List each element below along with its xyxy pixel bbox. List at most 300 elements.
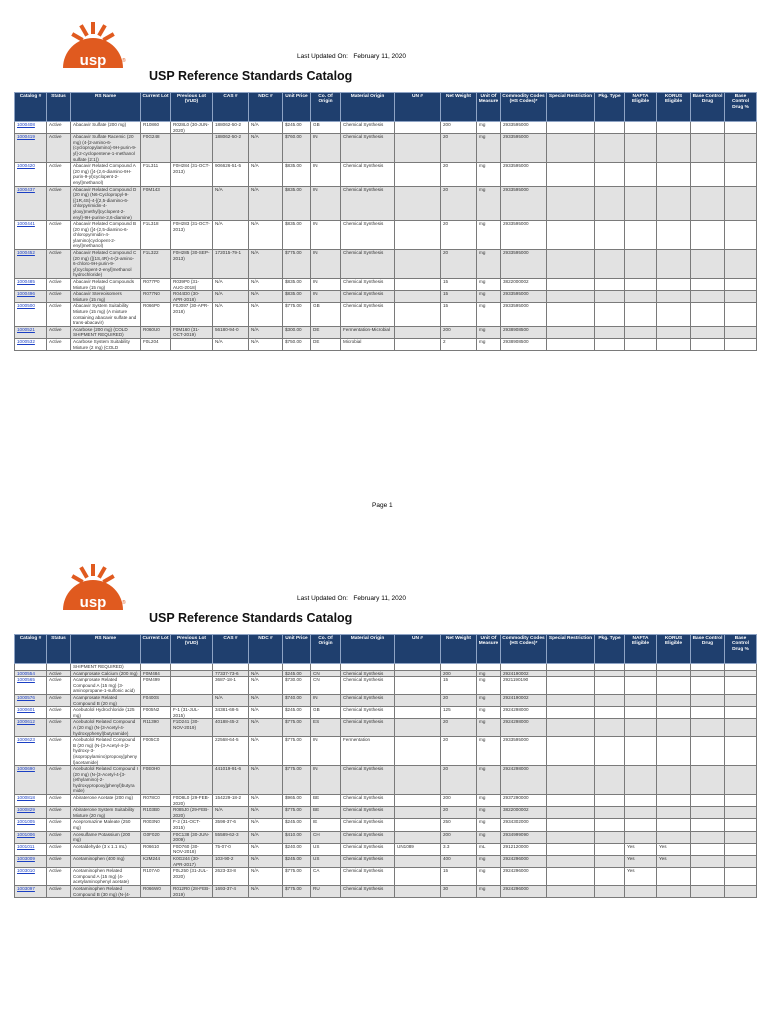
table-cell: F0E0H0 [141,766,171,795]
table-cell: R078C0 [141,795,171,807]
table-cell: Chemical Synthesis [341,831,395,843]
table-cell: 30 [441,885,477,897]
table-cell: Abacavir Related Compound B (20 mg) ([4-(2,5-diamino-6-chloropyrimidin-4-ylamino)cyclopent-2-enyl]methanol) [71,221,141,250]
table-cell: mg [477,819,501,831]
table-cell: mg [477,856,501,868]
table-cell: 200 [441,122,477,134]
table-cell: 125 [441,707,477,719]
table-cell: Abacavir Stereoisomers Mixture (15 mg) [71,291,141,303]
table-cell: 20 [441,737,477,766]
table-cell: $240.00 [283,843,311,855]
last-updated: Last Updated On: February 11, 2020 [297,53,407,60]
table-cell [657,868,691,886]
table-cell: F0J097 (30-APR-2018) [171,303,213,326]
table-cell: mg [477,807,501,819]
table-cell: Acetaminophen (400 mg) [71,856,141,868]
table-cell [657,163,691,186]
column-header: Unit Of Measure [477,635,501,664]
table-cell: 2924296000 [501,885,547,897]
table-cell: 20 [441,250,477,279]
table-cell: Active [47,795,71,807]
catalog-number-link[interactable]: 1001011 [15,843,47,855]
table-cell: Acepromazine Maleate (250 mg) [71,819,141,831]
catalog-number-link[interactable]: 1000612 [15,719,47,737]
catalog-number-link[interactable]: 1003009 [15,856,47,868]
table-cell [725,677,757,695]
table-cell: N/A [249,326,283,338]
table-cell: $835.00 [283,221,311,250]
table-cell: Chemical Synthesis [341,250,395,279]
table-cell: 15 [441,868,477,886]
table-cell: Chemical Synthesis [341,122,395,134]
catalog-number-link[interactable]: 1001006 [15,831,47,843]
column-header: NDC # [249,93,283,122]
table-cell [725,719,757,737]
table-cell: Abiraterone System Suitability Mixture (20 mg) [71,807,141,819]
table-row [15,250,757,279]
svg-text:usp: usp [79,594,107,610]
table-cell: F005N2 [141,707,171,719]
table-cell: 55589-62-3 [213,831,249,843]
table-cell [595,856,625,868]
table-cell: Yes [625,868,657,886]
table-cell: 2933595000 [501,303,547,326]
column-header: Special Restriction [547,93,595,122]
table-cell: Acarbose (200 mg) (COLD SHIPMENT REQUIRED) [71,326,141,338]
table-cell [657,831,691,843]
table-row [15,670,757,677]
table-cell: 400 [441,856,477,868]
table-cell [657,250,691,279]
table-cell: mg [477,885,501,897]
table-cell [725,707,757,719]
table-cell: F-2 (31-OCT-2015) [171,819,213,831]
table-cell: Active [47,163,71,186]
table-cell: 20 [441,766,477,795]
table-cell: Yes [625,843,657,855]
table-cell: 34381-68-5 [213,707,249,719]
table-cell [547,326,595,338]
table-cell [395,831,441,843]
table-cell: $965.00 [283,795,311,807]
table-cell: 1693-37-4 [213,885,249,897]
table-cell: Chemical Synthesis [341,707,395,719]
column-header: CAS # [213,635,249,664]
table-cell: 2912120000 [501,843,547,855]
table-cell [725,766,757,795]
table-cell: Acamprosate Related Compound A (15 mg) (3-aminopropane-1-sulfonic acid) [71,677,141,695]
table-cell [657,885,691,897]
table-row [15,291,757,303]
column-header: Catalog # [15,93,47,122]
catalog-number-link[interactable]: 1000565 [15,677,47,695]
table-cell [725,843,757,855]
table-cell: F005C0 [141,737,171,766]
table-header [15,93,757,122]
table-cell: 75-07-0 [213,843,249,855]
table-cell: mg [477,303,501,326]
catalog-number-link[interactable]: 1003097 [15,885,47,897]
table-cell: Active [47,291,71,303]
table-cell: F0C138 (30-JUN-2009) [171,831,213,843]
catalog-number-link[interactable]: 1000623 [15,737,47,766]
table-cell [691,670,725,677]
column-header: Base Control Drug [691,635,725,664]
table-cell: Chemical Synthesis [341,291,395,303]
column-header: Unit Price [283,93,311,122]
catalog-number-link[interactable]: 1000521 [15,326,47,338]
table-cell: N/A [249,719,283,737]
table-cell: 200 [441,831,477,843]
table-cell: N/A [249,868,283,886]
table-cell: 2623-33-8 [213,868,249,886]
table-cell: $775.00 [283,737,311,766]
table-cell [691,856,725,868]
table-cell [395,719,441,737]
table-cell: 2921190190 [501,677,547,695]
table-cell: 77337-73-6 [213,670,249,677]
table-cell [395,707,441,719]
table-cell: Acesulfame Potassium (200 mg) [71,831,141,843]
table-cell: F0H283 (31-OCT-2013) [171,221,213,250]
table-cell [595,807,625,819]
table-cell: N/A [249,134,283,163]
table-cell: 2933595000 [501,221,547,250]
catalog-number-link[interactable]: 1000554 [15,670,47,677]
table-cell [657,819,691,831]
column-header: Base Control Drug % [725,635,757,664]
table-cell: 154229-18-2 [213,795,249,807]
table-cell [691,694,725,706]
table-cell [395,694,441,706]
table-cell: N/A [249,163,283,186]
table-cell: 2924296000 [501,856,547,868]
table-cell: R085J0 (29-FEB-2020) [171,807,213,819]
table-cell: N/A [249,279,283,291]
table-cell: 15 [441,303,477,326]
table-cell: R10860 [141,122,171,134]
table-cell: mg [477,670,501,677]
usp-logo-icon [58,22,128,68]
table-cell: 200 [441,326,477,338]
catalog-number-link[interactable]: 1000419 [15,134,47,163]
catalog-number-link[interactable]: 1000500 [15,303,47,326]
catalog-number-link[interactable]: 1003010 [15,868,47,886]
table-cell [625,186,657,221]
table-cell: 2937290000 [501,795,547,807]
table-cell [691,338,725,350]
table-cell [691,807,725,819]
table-cell: Abacavir Related Compound C (20 mg) ([(1S,4R)-4-(2-amino-6-chloro-9H-purin-9-yl)cyclopent-2-enyl]methanol hydrochloride) [71,250,141,279]
table-cell: RU [311,885,341,897]
table-cell: 441019-91-6 [213,766,249,795]
column-header: Unit Of Measure [477,93,501,122]
table-cell [249,664,283,671]
table-cell [691,291,725,303]
table-cell: R028L0 (30-JUN-2020) [171,122,213,134]
table-cell: N/A [249,707,283,719]
table-cell [725,664,757,671]
table-cell: F0L250 (31-JUL-2020) [171,868,213,886]
table-row [15,122,757,134]
table-cell: 20 [441,134,477,163]
table-cell: ES [311,719,341,737]
table-row [15,163,757,186]
table-cell: N/A [249,303,283,326]
table-cell: $245.00 [283,856,311,868]
table-cell [657,737,691,766]
table-cell: K0G244 (30-APR-2017) [171,856,213,868]
table-cell: mg [477,707,501,719]
table-cell: 2924190002 [501,670,547,677]
table-cell: 40188-45-2 [213,719,249,737]
column-header: KORUS Eligible [657,93,691,122]
table-cell: F0L204 [141,338,171,350]
table-cell [395,303,441,326]
table-cell [547,843,595,855]
table-cell [395,163,441,186]
catalog-number-link[interactable]: 1000576 [15,694,47,706]
table-cell [725,338,757,350]
table-cell: Active [47,326,71,338]
table-cell: mg [477,677,501,695]
table-cell [725,250,757,279]
table-cell: Active [47,707,71,719]
table-cell [691,664,725,671]
table-row [15,868,757,886]
table-cell: N/A [249,819,283,831]
catalog-number-link[interactable]: 1000408 [15,122,47,134]
table-cell [625,795,657,807]
table-cell: N/A [213,303,249,326]
table-cell: N/A [213,279,249,291]
table-cell [395,122,441,134]
catalog-number-link[interactable]: 1000601 [15,707,47,719]
column-header: KORUS Eligible [657,635,691,664]
table-cell [657,122,691,134]
column-header: Current Lot [141,93,171,122]
table-cell: $775.00 [283,719,311,737]
table-cell [547,856,595,868]
table-cell: N/A [213,807,249,819]
table-cell: F1L322 [141,250,171,279]
catalog-number-link[interactable]: 1000485 [15,279,47,291]
table-cell [625,707,657,719]
column-header: NAFTA Eligible [625,93,657,122]
table-cell: F0M143 [141,186,171,221]
table-cell: 2933595000 [501,291,547,303]
table-cell [657,670,691,677]
table-cell: Active [47,279,71,291]
page-title: USP Reference Standards Catalog [149,69,353,83]
table-cell: CN [311,670,341,677]
table-cell: Chemical Synthesis [341,885,395,897]
table-row [15,819,757,831]
table-cell: Abacavir Related Compounds Mixture (15 mg) [71,279,141,291]
table-cell [341,664,395,671]
catalog-number-link[interactable]: 1001005 [15,819,47,831]
column-header: UN # [395,93,441,122]
column-header: NDC # [249,635,283,664]
table-cell [395,134,441,163]
table-cell: 2933595000 [501,186,547,221]
catalog-number-link[interactable]: 1000496 [15,291,47,303]
table-cell: R039P0 (31-AUG-2018) [171,279,213,291]
table-cell: 20 [441,163,477,186]
table-cell: R107A0 [141,868,171,886]
page-title: USP Reference Standards Catalog [149,611,353,625]
table-cell: IN [311,186,341,221]
table-cell: Chemical Synthesis [341,677,395,695]
table-cell [395,766,441,795]
table-cell: UN1089 [395,843,441,855]
table-cell [595,326,625,338]
table-cell: 20 [441,186,477,221]
table-cell: 250 [441,819,477,831]
table-cell: mg [477,134,501,163]
table-cell: N/A [249,843,283,855]
table-cell [691,163,725,186]
column-header: Pkg. Type [595,635,625,664]
table-cell: DE [311,326,341,338]
table-row [15,134,757,163]
table-cell: R012R0 (28-FEB-2019) [171,885,213,897]
catalog-number-link[interactable]: 1000441 [15,221,47,250]
table-cell [595,670,625,677]
table-cell: mg [477,737,501,766]
table-cell: F0D8L0 (29-FEB-2020) [171,795,213,807]
table-cell [595,250,625,279]
table-cell: 2933595000 [501,250,547,279]
table-cell [625,250,657,279]
table-cell [625,122,657,134]
table-cell [547,707,595,719]
table-cell [725,795,757,807]
table-cell [171,677,213,695]
table-cell [595,303,625,326]
table-cell: Chemical Synthesis [341,807,395,819]
table-cell: F0D760 (30-NOV-2018) [171,843,213,855]
table-cell [691,795,725,807]
table-cell: Active [47,122,71,134]
table-cell: R066P0 [141,303,171,326]
table-cell: mg [477,163,501,186]
table-cell [691,122,725,134]
table-cell [595,186,625,221]
table-cell: Acebutolol Related Compound B (20 mg) (N-{3-Acetyl-4-[2-hydroxy-3-(isopropylamino)propoxy]phenyl}acetamide) [71,737,141,766]
table-cell: GB [311,122,341,134]
last-updated: Last Updated On: February 11, 2020 [297,595,407,602]
column-header: Material Origin [341,93,395,122]
table-cell [595,795,625,807]
catalog-number-link[interactable]: 1000829 [15,807,47,819]
table-cell [625,326,657,338]
table-cell [547,694,595,706]
table-cell [547,677,595,695]
catalog-number-link[interactable]: 1000818 [15,795,47,807]
table-cell: Active [47,670,71,677]
table-cell [547,134,595,163]
table-cell: Chemical Synthesis [341,719,395,737]
column-header: Base Control Drug % [725,93,757,122]
table-cell [725,831,757,843]
table-cell [171,694,213,706]
table-cell: N/A [249,795,283,807]
table-cell: Active [47,856,71,868]
table-cell [395,338,441,350]
table-cell: Chemical Synthesis [341,843,395,855]
catalog-number-link[interactable]: 1000452 [15,250,47,279]
table-cell: mg [477,868,501,886]
table-cell: Chemical Synthesis [341,163,395,186]
table-row [15,737,757,766]
table-cell [625,737,657,766]
table-cell: Acetaminophen Related Compound A (15 mg) (4-acetylaminophenyl acetate) [71,868,141,886]
table-cell [691,186,725,221]
table-cell: Chemical Synthesis [341,134,395,163]
table-cell [547,664,595,671]
table-cell [691,737,725,766]
table-cell [625,694,657,706]
table-cell [625,338,657,350]
table-cell [625,291,657,303]
table-cell: N/A [249,186,283,221]
table-cell: $300.00 [283,326,311,338]
table-cell [691,868,725,886]
column-header: Material Origin [341,635,395,664]
catalog-number-link[interactable]: 1000420 [15,163,47,186]
table-cell [395,186,441,221]
column-header: UN # [395,635,441,664]
table-cell [595,868,625,886]
table-cell [691,719,725,737]
table-cell [625,303,657,326]
table-cell: $835.00 [283,279,311,291]
table-cell [595,831,625,843]
table-cell [657,303,691,326]
table-cell: Active [47,677,71,695]
table-cell: Active [47,186,71,221]
column-header: RS Name [71,635,141,664]
table-cell: Active [47,843,71,855]
table-row [15,843,757,855]
table-cell: $775.00 [283,303,311,326]
table-cell: IN [311,694,341,706]
catalog-number-link[interactable]: 1000690 [15,766,47,795]
table-cell [691,303,725,326]
table-cell [595,122,625,134]
catalog-number-link[interactable]: 1000437 [15,186,47,221]
table-cell: Chemical Synthesis [341,694,395,706]
table-cell [547,122,595,134]
table-cell [395,221,441,250]
table-cell: Active [47,303,71,326]
table-cell: mg [477,831,501,843]
table-cell: Acetaldehyde (3 x 1.1 mL) [71,843,141,855]
table-cell: mg [477,694,501,706]
column-header: Commodity Codes (HS Codes)* [501,635,547,664]
table-cell [547,737,595,766]
table-cell [395,795,441,807]
table-cell [595,134,625,163]
column-header: Status [47,635,71,664]
table-cell: R11390 [141,719,171,737]
catalog-number-link[interactable]: 1000532 [15,338,47,350]
table-cell [691,843,725,855]
table-cell: 2933595000 [501,122,547,134]
table-cell: 3687-18-1 [213,677,249,695]
table-cell: 3822000002 [501,807,547,819]
